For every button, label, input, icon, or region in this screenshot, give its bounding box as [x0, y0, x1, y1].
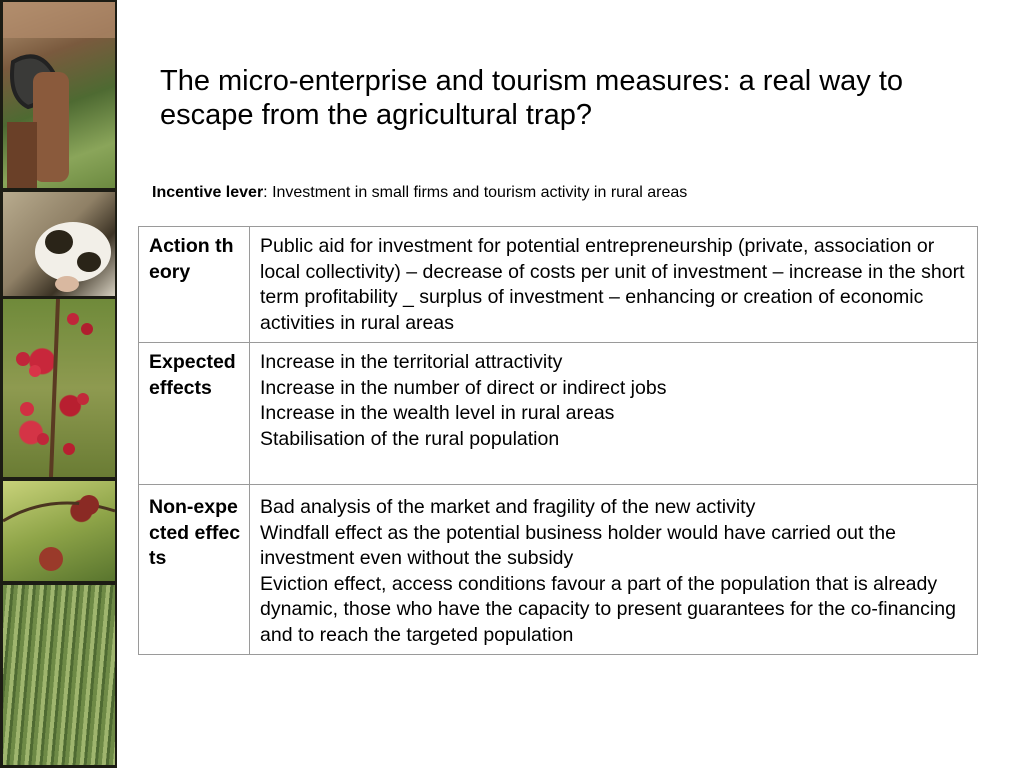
row-content — [250, 227, 978, 343]
apple-branch-photo — [3, 481, 115, 581]
content-line: Public aid for investment for potential entrepreneurship (private, association or local collectivity) – decrease of costs per unit of investment – increase in the short term profitability _ surplus of investment – enhancing or creation of economic activities in rural areas — [260, 235, 965, 334]
row-content — [250, 343, 978, 485]
row-label: Non-expected effects — [139, 485, 250, 655]
cow-in-barn-photo — [3, 192, 115, 296]
measures-table — [138, 226, 978, 655]
photo-strip — [0, 0, 117, 768]
content-line: Bad analysis of the market and fragility of the new activity — [260, 496, 756, 518]
row-label: Action theory — [139, 227, 250, 343]
incentive-lever-label: Incentive lever — [152, 184, 264, 201]
slide-title: The micro-enterprise and tourism measures: a real way to escape from the agricultural trap? — [160, 65, 904, 131]
content-line: Eviction effect, access conditions favour a part of the population that is already dynamic, those who have the capacity to present guarantees for the co-financing and to reach the targeted population — [260, 572, 956, 646]
table-row — [139, 343, 978, 485]
incentive-lever-text: : Investment in small firms and tourism activity in rural areas — [263, 184, 688, 201]
red-berries-photo — [3, 299, 115, 477]
table-row — [139, 227, 978, 343]
incentive-lever — [152, 183, 1012, 203]
saplings-photo — [3, 585, 115, 765]
content-line: Increase in the territorial attractivity — [260, 351, 563, 373]
content-line: Windfall effect as the potential business holder would have carried out the investment even without the subsidy — [260, 521, 896, 569]
row-content — [250, 485, 978, 655]
hand-with-horseshoe-photo — [3, 2, 115, 188]
content-line: Increase in the wealth level in rural areas — [260, 402, 615, 424]
content-line: Increase in the number of direct or indirect jobs — [260, 376, 667, 399]
table-row — [139, 485, 978, 655]
row-label: Expected effects — [139, 343, 250, 485]
content-line: Stabilisation of the rural population — [260, 427, 560, 450]
